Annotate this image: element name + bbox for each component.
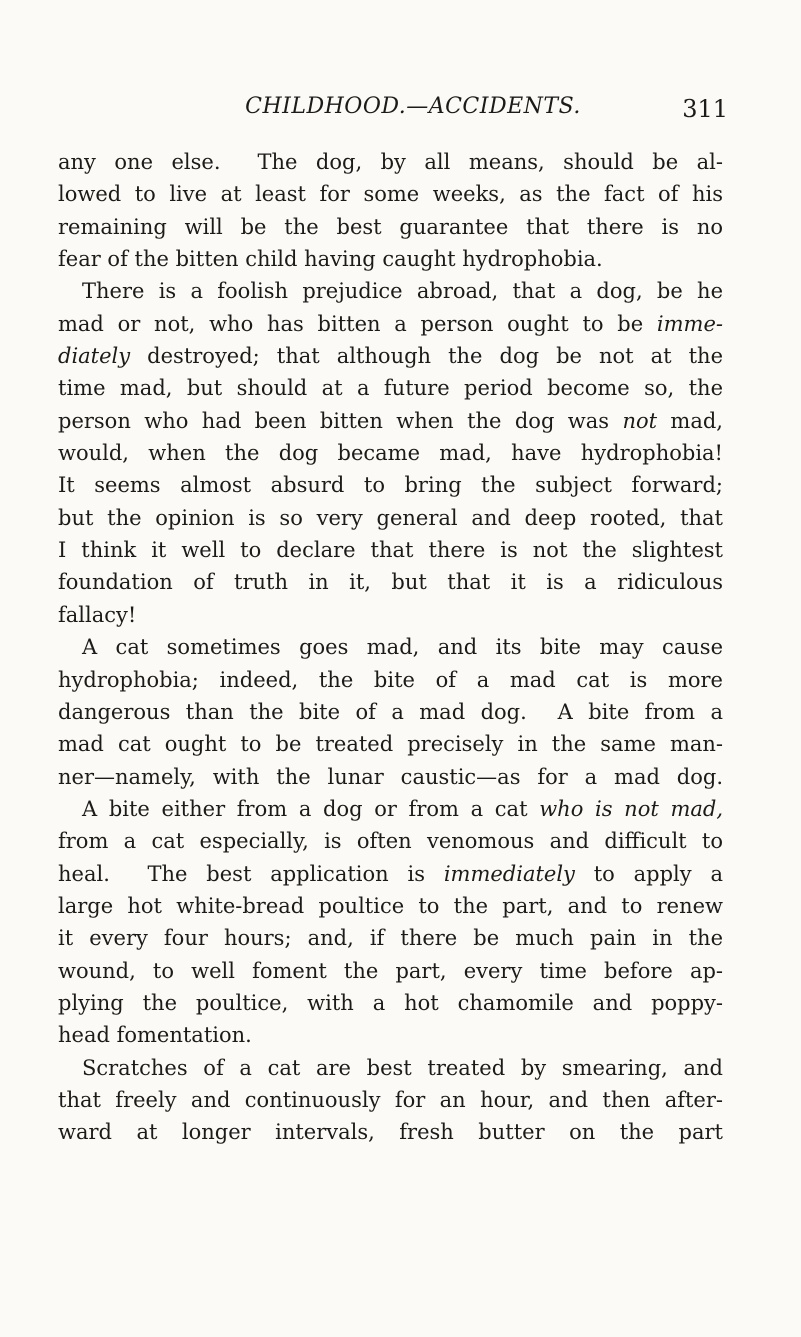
- text-line: foundation of truth in it, but that it is a ridiculous: [58, 570, 723, 595]
- text-line: A bite either from a dog or from a cat who is not mad,: [82, 796, 723, 821]
- text-line: dangerous than the bite of a mad dog. A bite from a: [58, 699, 723, 724]
- text-line: that freely and continuously for an hour, and then after-: [58, 1087, 723, 1112]
- text-line: There is a foolish prejudice abroad, that a dog, be he: [82, 279, 723, 304]
- text-line: mad or not, who has bitten a person ought to be imme-: [58, 311, 723, 336]
- text-line: lowed to live at least for some weeks, as the fact of his: [58, 182, 723, 207]
- text-line: A cat sometimes goes mad, and its bite may cause: [82, 635, 723, 660]
- text-line: but the opinion is so very general and deep rooted, that: [58, 505, 723, 530]
- text-line: hydrophobia; indeed, the bite of a mad cat is more: [58, 667, 723, 692]
- text-line: Scratches of a cat are best treated by smearing, and: [82, 1055, 723, 1080]
- text-line: would, when the dog became mad, have hydrophobia!: [58, 441, 723, 466]
- text-line: person who had been bitten when the dog was not mad,: [58, 408, 723, 433]
- text-line: It seems almost absurd to bring the subject forward;: [58, 473, 723, 498]
- text-line: wound, to well foment the part, every time before ap-: [58, 958, 723, 983]
- running-head: CHILDHOOD.—ACCIDENTS.: [245, 94, 581, 119]
- text-line: fear of the bitten child having caught hydrophobia.: [58, 247, 603, 272]
- page-number: 311: [682, 95, 728, 123]
- text-line: head fomentation.: [58, 1023, 252, 1048]
- text-line: diately destroyed; that although the dog be not at the: [58, 344, 723, 369]
- text-line: time mad, but should at a future period become so, the: [58, 376, 723, 401]
- text-line: any one else. The dog, by all means, should be al-: [58, 150, 723, 174]
- text-line: plying the poultice, with a hot chamomile and poppy-: [58, 990, 723, 1015]
- text-line: ner—namely, with the lunar caustic—as for a mad dog.: [58, 764, 723, 789]
- text-line: heal. The best application is immediately to apply a: [58, 861, 723, 886]
- text-line: from a cat especially, is often venomous and difficult to: [58, 829, 723, 854]
- body-text: [58, 146, 723, 1149]
- page-header: [116, 93, 728, 125]
- text-line: fallacy!: [58, 602, 137, 627]
- text-line: large hot white-bread poultice to the part, and to renew: [58, 893, 723, 918]
- text-line: it every four hours; and, if there be much pain in the: [58, 926, 723, 951]
- text-line: remaining will be the best guarantee that there is no: [58, 214, 723, 239]
- text-line: ward at longer intervals, fresh butter on the part: [58, 1120, 723, 1145]
- text-line: mad cat ought to be treated precisely in the same man-: [58, 732, 723, 757]
- text-line: I think it well to declare that there is not the slightest: [58, 538, 723, 563]
